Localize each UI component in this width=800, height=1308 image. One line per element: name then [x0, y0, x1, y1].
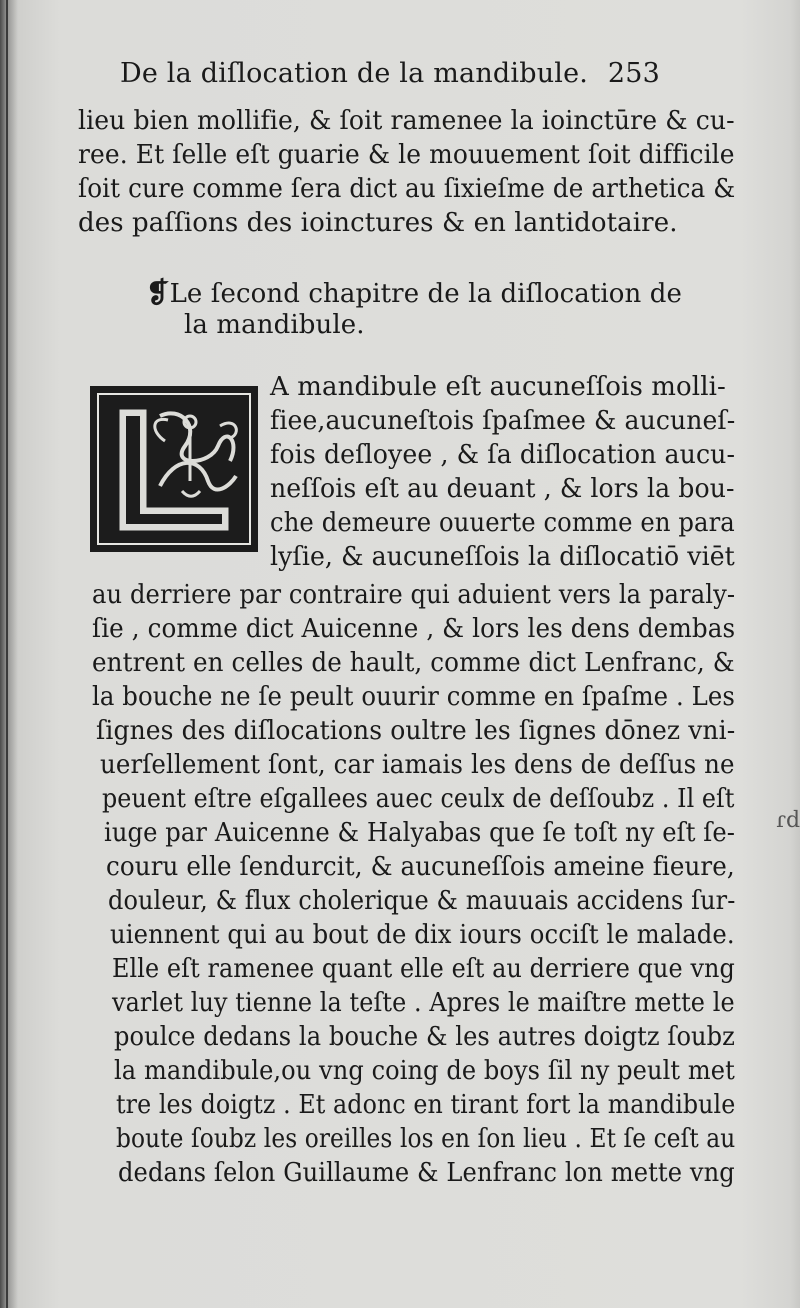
- body-line: ſignes des diſlocations oultre les ſignes dōnez vni-: [96, 716, 736, 746]
- body-line: peuent eſtre eſgallees auec ceulx de deſſoubz . Il eſt: [102, 784, 735, 814]
- body-line: lyſie, & aucuneſſois la diſlocatiō viēt: [270, 542, 735, 572]
- body-line: couru elle ſendurcit, & aucuneſſois ameine fieure,: [106, 852, 735, 882]
- body-line: Elle eſt ramenee quant elle eſt au derriere que vng: [112, 954, 735, 984]
- body-line: poulce dedans la bouche & les autres doigtz ſoubz: [114, 1022, 735, 1052]
- top-paragraph-line: lieu bien mollifie, & ſoit ramenee la ioinctūre & cu-: [78, 106, 735, 136]
- body-line: varlet luy tienne la teſte . Apres le maiſtre mette le: [112, 988, 735, 1018]
- body-line: dedans ſelon Guillaume & Lenfranc lon mette vng: [118, 1158, 735, 1188]
- body-line: fiee,aucuneſtois ſpaſmee & aucuneſ-: [270, 406, 736, 436]
- running-title: De la diſlocation de la mandibule.: [120, 58, 589, 89]
- body-line: tre les doigtz . Et adonc en tirant fort la mandibule: [116, 1090, 736, 1120]
- page-gutter-edge: [6, 0, 8, 1308]
- chapter-heading-line: la mandibule.: [184, 310, 365, 340]
- body-line: la mandibule,ou vng coing de boys ſil ny peult met: [114, 1056, 735, 1086]
- chapter-heading-text: Le ſecond chapitre de la diſlocation de: [169, 279, 682, 309]
- body-line: uerſellement ſont, car iamais les dens de deſſus ne: [100, 750, 735, 780]
- margin-mark: ɾd: [776, 808, 800, 833]
- body-line: au derriere par contraire qui aduient vers la paraly-: [92, 580, 736, 610]
- body-line: neſſois eſt au deuant , & lors la bou-: [270, 474, 735, 504]
- body-line: entrent en celles de hault, comme dict Lenfranc, &: [92, 648, 735, 678]
- body-line: iuge par Auicenne & Halyabas que ſe toſt ny eſt ſe-: [104, 818, 736, 848]
- body-line: ſie , comme dict Auicenne , & lors les dens dembas: [92, 614, 736, 644]
- body-line: boute ſoubz les oreilles los en ſon lieu . Et ſe ceſt au: [116, 1124, 736, 1154]
- body-line: che demeure ouuerte comme en para: [270, 508, 735, 538]
- body-line: la bouche ne ſe peult ouurir comme en ſpaſme . Les: [92, 682, 735, 712]
- pilcrow-icon: ❡: [146, 276, 170, 309]
- top-paragraph-line: des paſſions des ioinctures & en lantidotaire.: [78, 208, 678, 238]
- body-line: A mandibule eſt aucuneſſois molli-: [270, 372, 726, 402]
- decorated-initial-L-woodcut-icon: [90, 386, 258, 552]
- top-paragraph-line: ree. Et ſelle eſt guarie & le mouuement ſoit difficile: [78, 140, 735, 170]
- body-line: douleur, & flux cholerique & mauuais accidens ſur-: [108, 886, 736, 916]
- running-head: [120, 58, 660, 102]
- chapter-heading-line: [146, 276, 682, 309]
- body-line: uiennent qui au bout de dix iours occiſt le malade.: [110, 920, 735, 950]
- page-number: 253: [607, 58, 660, 89]
- body-line: fois deſloyee , & ſa diſlocation aucu-: [270, 440, 736, 470]
- top-paragraph-line: ſoit cure comme ſera dict au ſixieſme de arthetica &: [78, 174, 736, 204]
